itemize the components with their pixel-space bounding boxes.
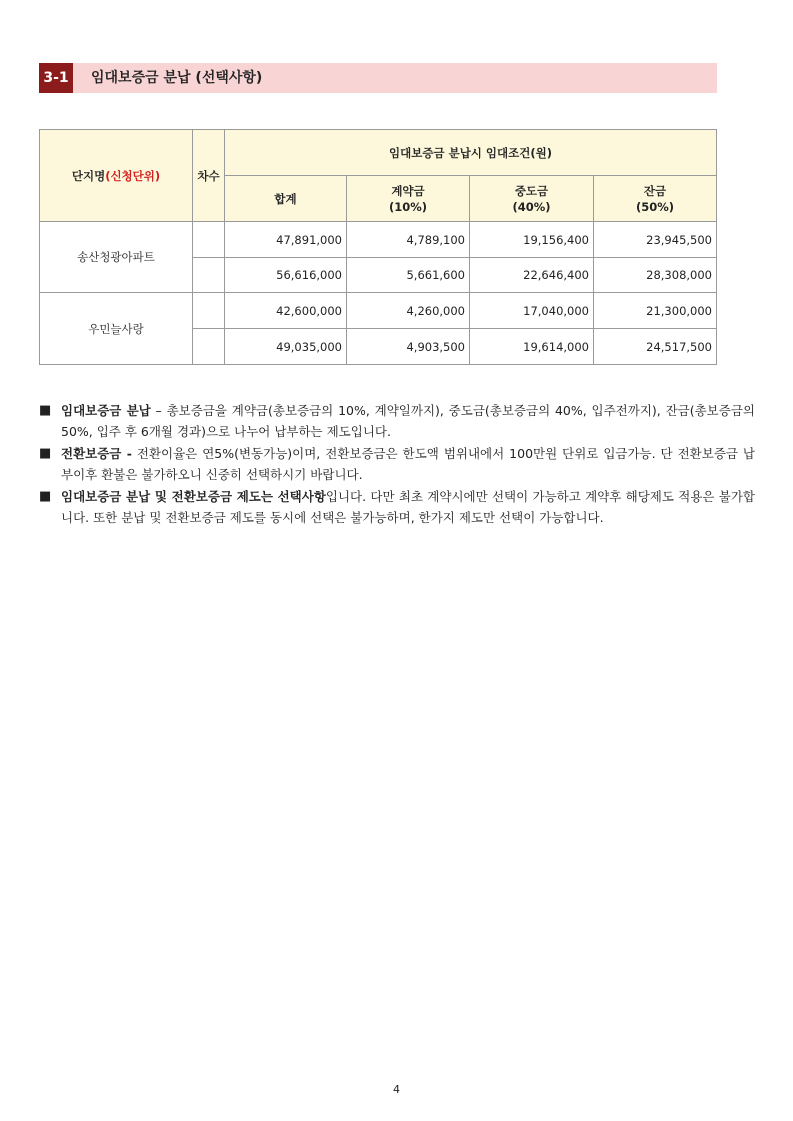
note-optional: ■ 임대보증금 분납 및 전환보증금 제도는 선택사항입니다. 다만 최초 계약시에만 선택이 가능하고 계약후 해당제도 적용은 불가합니다. 또한 분납 및 전환보증금 제도를 동시에 선택은 불가능하며, 한가지 제도만 선택이 가능합니다. <box>39 486 755 528</box>
table-row <box>40 293 717 329</box>
round-cell <box>193 258 225 293</box>
middle-payment-header: 중도금 (40%) <box>470 176 594 222</box>
square-bullet-icon: ■ <box>39 446 52 461</box>
balance-cell: 24,517,500 <box>594 329 717 365</box>
notes-list <box>39 400 755 529</box>
note-conversion-deposit: ■ 전환보증금 - 전환이율은 연5%(변동가능)이며, 전환보증금은 한도액 범위내에서 100만원 단위로 입금가능. 단 전환보증금 납부이후 환불은 불가하오니 신중히 선택하시기 바랍니다. <box>39 443 755 485</box>
rental-conditions-header: 임대보증금 분납시 임대조건(원) <box>225 130 717 176</box>
complex-name-cell: 송산청광아파트 <box>40 222 193 293</box>
complex-name-cell: 우민늘사랑 <box>40 293 193 365</box>
application-unit-label: (신청단위) <box>105 168 161 183</box>
round-cell <box>193 222 225 258</box>
total-cell: 47,891,000 <box>225 222 347 258</box>
contract-cell: 4,260,000 <box>347 293 470 329</box>
section-header <box>39 63 717 93</box>
middle-cell: 17,040,000 <box>470 293 594 329</box>
total-cell: 49,035,000 <box>225 329 347 365</box>
square-bullet-icon: ■ <box>39 403 52 418</box>
total-cell: 42,600,000 <box>225 293 347 329</box>
section-number: 3-1 <box>39 63 73 93</box>
middle-cell: 22,646,400 <box>470 258 594 293</box>
total-cell: 56,616,000 <box>225 258 347 293</box>
balance-cell: 21,300,000 <box>594 293 717 329</box>
round-header: 차수 <box>193 130 225 222</box>
balance-cell: 28,308,000 <box>594 258 717 293</box>
balance-cell: 23,945,500 <box>594 222 717 258</box>
square-bullet-icon: ■ <box>39 489 52 504</box>
round-cell <box>193 329 225 365</box>
section-title: 임대보증금 분납 (선택사항) <box>91 70 263 86</box>
contract-cell: 5,661,600 <box>347 258 470 293</box>
contract-header: 계약금 (10%) <box>347 176 470 222</box>
deposit-installment-table <box>39 129 717 365</box>
balance-header: 잔금 (50%) <box>594 176 717 222</box>
contract-cell: 4,789,100 <box>347 222 470 258</box>
contract-cell: 4,903,500 <box>347 329 470 365</box>
page-number: 4 <box>393 1083 400 1096</box>
note-installment: ■ 임대보증금 분납 – 총보증금을 계약금(총보증금의 10%, 계약일까지), 중도금(총보증금의 40%, 입주전까지), 잔금(총보증금의 50%, 입주 후 6개월 경과)으로 나누어 납부하는 제도입니다. <box>39 400 755 442</box>
round-cell <box>193 293 225 329</box>
total-header: 합계 <box>225 176 347 222</box>
middle-cell: 19,156,400 <box>470 222 594 258</box>
middle-cell: 19,614,000 <box>470 329 594 365</box>
table-row <box>40 222 717 258</box>
complex-name-header: 단지명(신청단위) <box>40 130 193 222</box>
